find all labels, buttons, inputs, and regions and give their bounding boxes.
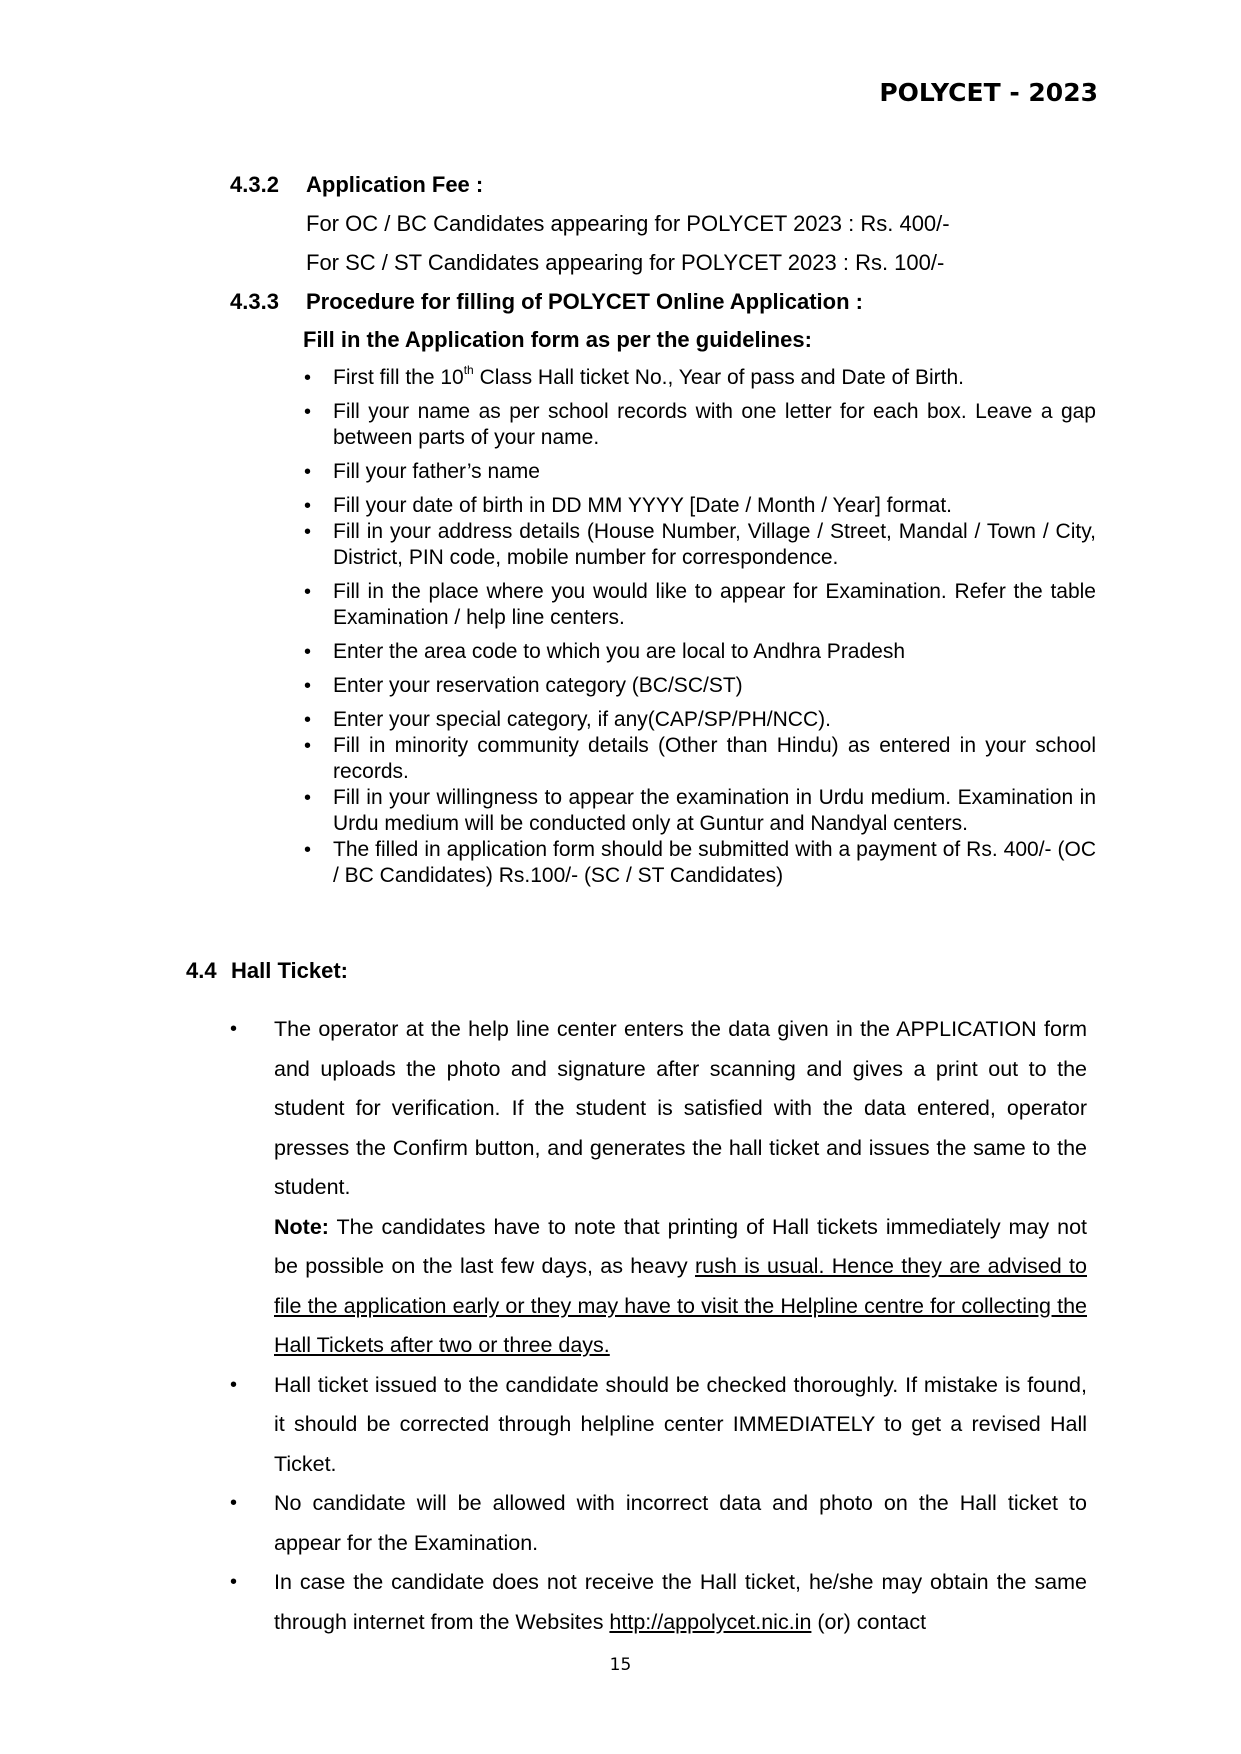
hall-ticket-heading xyxy=(186,958,348,984)
fee-section-number: 4.3.2 xyxy=(230,172,279,197)
list-item: • Fill your father’s name xyxy=(300,459,1096,485)
list-item: • Enter your reservation category (BC/SC/ST) xyxy=(300,673,1096,699)
list-item: • Fill in the place where you would like to appear for Examination. Refer the table Examination / help line centers. xyxy=(300,579,1096,631)
list-item: • First fill the 10th Class Hall ticket No., Year of pass and Date of Birth. xyxy=(300,365,1096,391)
list-item xyxy=(230,1010,1087,1366)
list-item: • Fill in minority community details (Other than Hindu) as entered in your school records. xyxy=(300,733,1096,785)
fee-section-title: Application Fee : xyxy=(306,172,484,197)
list-item: • In case the candidate does not receive the Hall ticket, he/she may obtain the same through internet from the Websites http://appolycet.nic.in (or) contact xyxy=(230,1563,1087,1642)
fee-line-oc-bc: For OC / BC Candidates appearing for POLYCET 2023 : Rs. 400/- xyxy=(306,211,950,236)
list-item: • The filled in application form should be submitted with a payment of Rs. 400/- (OC / BC Candidates) Rs.100/- (SC / ST Candidates) xyxy=(300,837,1096,889)
procedure-heading xyxy=(230,289,863,315)
website-link[interactable]: http://appolycet.nic.in xyxy=(609,1609,812,1634)
list-item: • Hall ticket issued to the candidate should be checked thoroughly. If mistake is found, it should be corrected through helpline center IMMEDIATELY to get a revised Hall Ticket. xyxy=(230,1366,1087,1485)
procedure-list xyxy=(300,365,1096,889)
note-label: Note: xyxy=(274,1214,329,1239)
page-number: 15 xyxy=(609,1655,632,1675)
list-item: • No candidate will be allowed with incorrect data and photo on the Hall ticket to appear for the Examination. xyxy=(230,1484,1087,1563)
note-underlined-text: rush is usual. Hence they are advised to file the application early or they may have to visit the Helpline centre for collecting the Hall Tickets after two or three days. xyxy=(274,1254,1087,1357)
hall-ticket-item-operator: • The operator at the help line center enters the data given in the APPLICATION form and uploads the photo and signature after scanning and gives a print out to the student for verification. If the student is satisfied with the data entered, operator presses the Confirm button, and generates the hall ticket and issues the same to the student. xyxy=(274,1017,1087,1199)
fee-heading xyxy=(230,172,483,198)
hall-ticket-list xyxy=(230,1010,1087,1642)
procedure-section-number: 4.3.3 xyxy=(230,289,279,314)
list-item: • Fill in your address details (House Number, Village / Street, Mandal / Town / City, District, PIN code, mobile number for correspondence. xyxy=(300,519,1096,571)
procedure-subtitle: Fill in the Application form as per the guidelines: xyxy=(303,327,812,352)
list-item: • Enter the area code to which you are local to Andhra Pradesh xyxy=(300,639,1096,665)
procedure-section-title: Procedure for filling of POLYCET Online Application : xyxy=(306,289,863,314)
fee-line-sc-st: For SC / ST Candidates appearing for POLYCET 2023 : Rs. 100/- xyxy=(306,250,945,275)
list-item: • Fill in your willingness to appear the examination in Urdu medium. Examination in Urdu medium will be conducted only at Guntur and Nandyal centers. xyxy=(300,785,1096,837)
list-item: • Fill your date of birth in DD MM YYYY [Date / Month / Year] format. xyxy=(300,493,1096,519)
page-header-title: POLYCET - 2023 xyxy=(879,78,1098,107)
list-item: • Enter your special category, if any(CAP/SP/PH/NCC). xyxy=(300,707,1096,733)
note-paragraph xyxy=(274,1208,1087,1366)
hall-ticket-section-title: Hall Ticket: xyxy=(231,958,348,983)
note-text: The candidates have to note that printing of Hall tickets immediately may not be possible on the last few days, as heavy xyxy=(274,1214,1087,1278)
list-item: • Fill your name as per school records with one letter for each box. Leave a gap between parts of your name. xyxy=(300,399,1096,451)
hall-ticket-section-number: 4.4 xyxy=(186,958,217,983)
